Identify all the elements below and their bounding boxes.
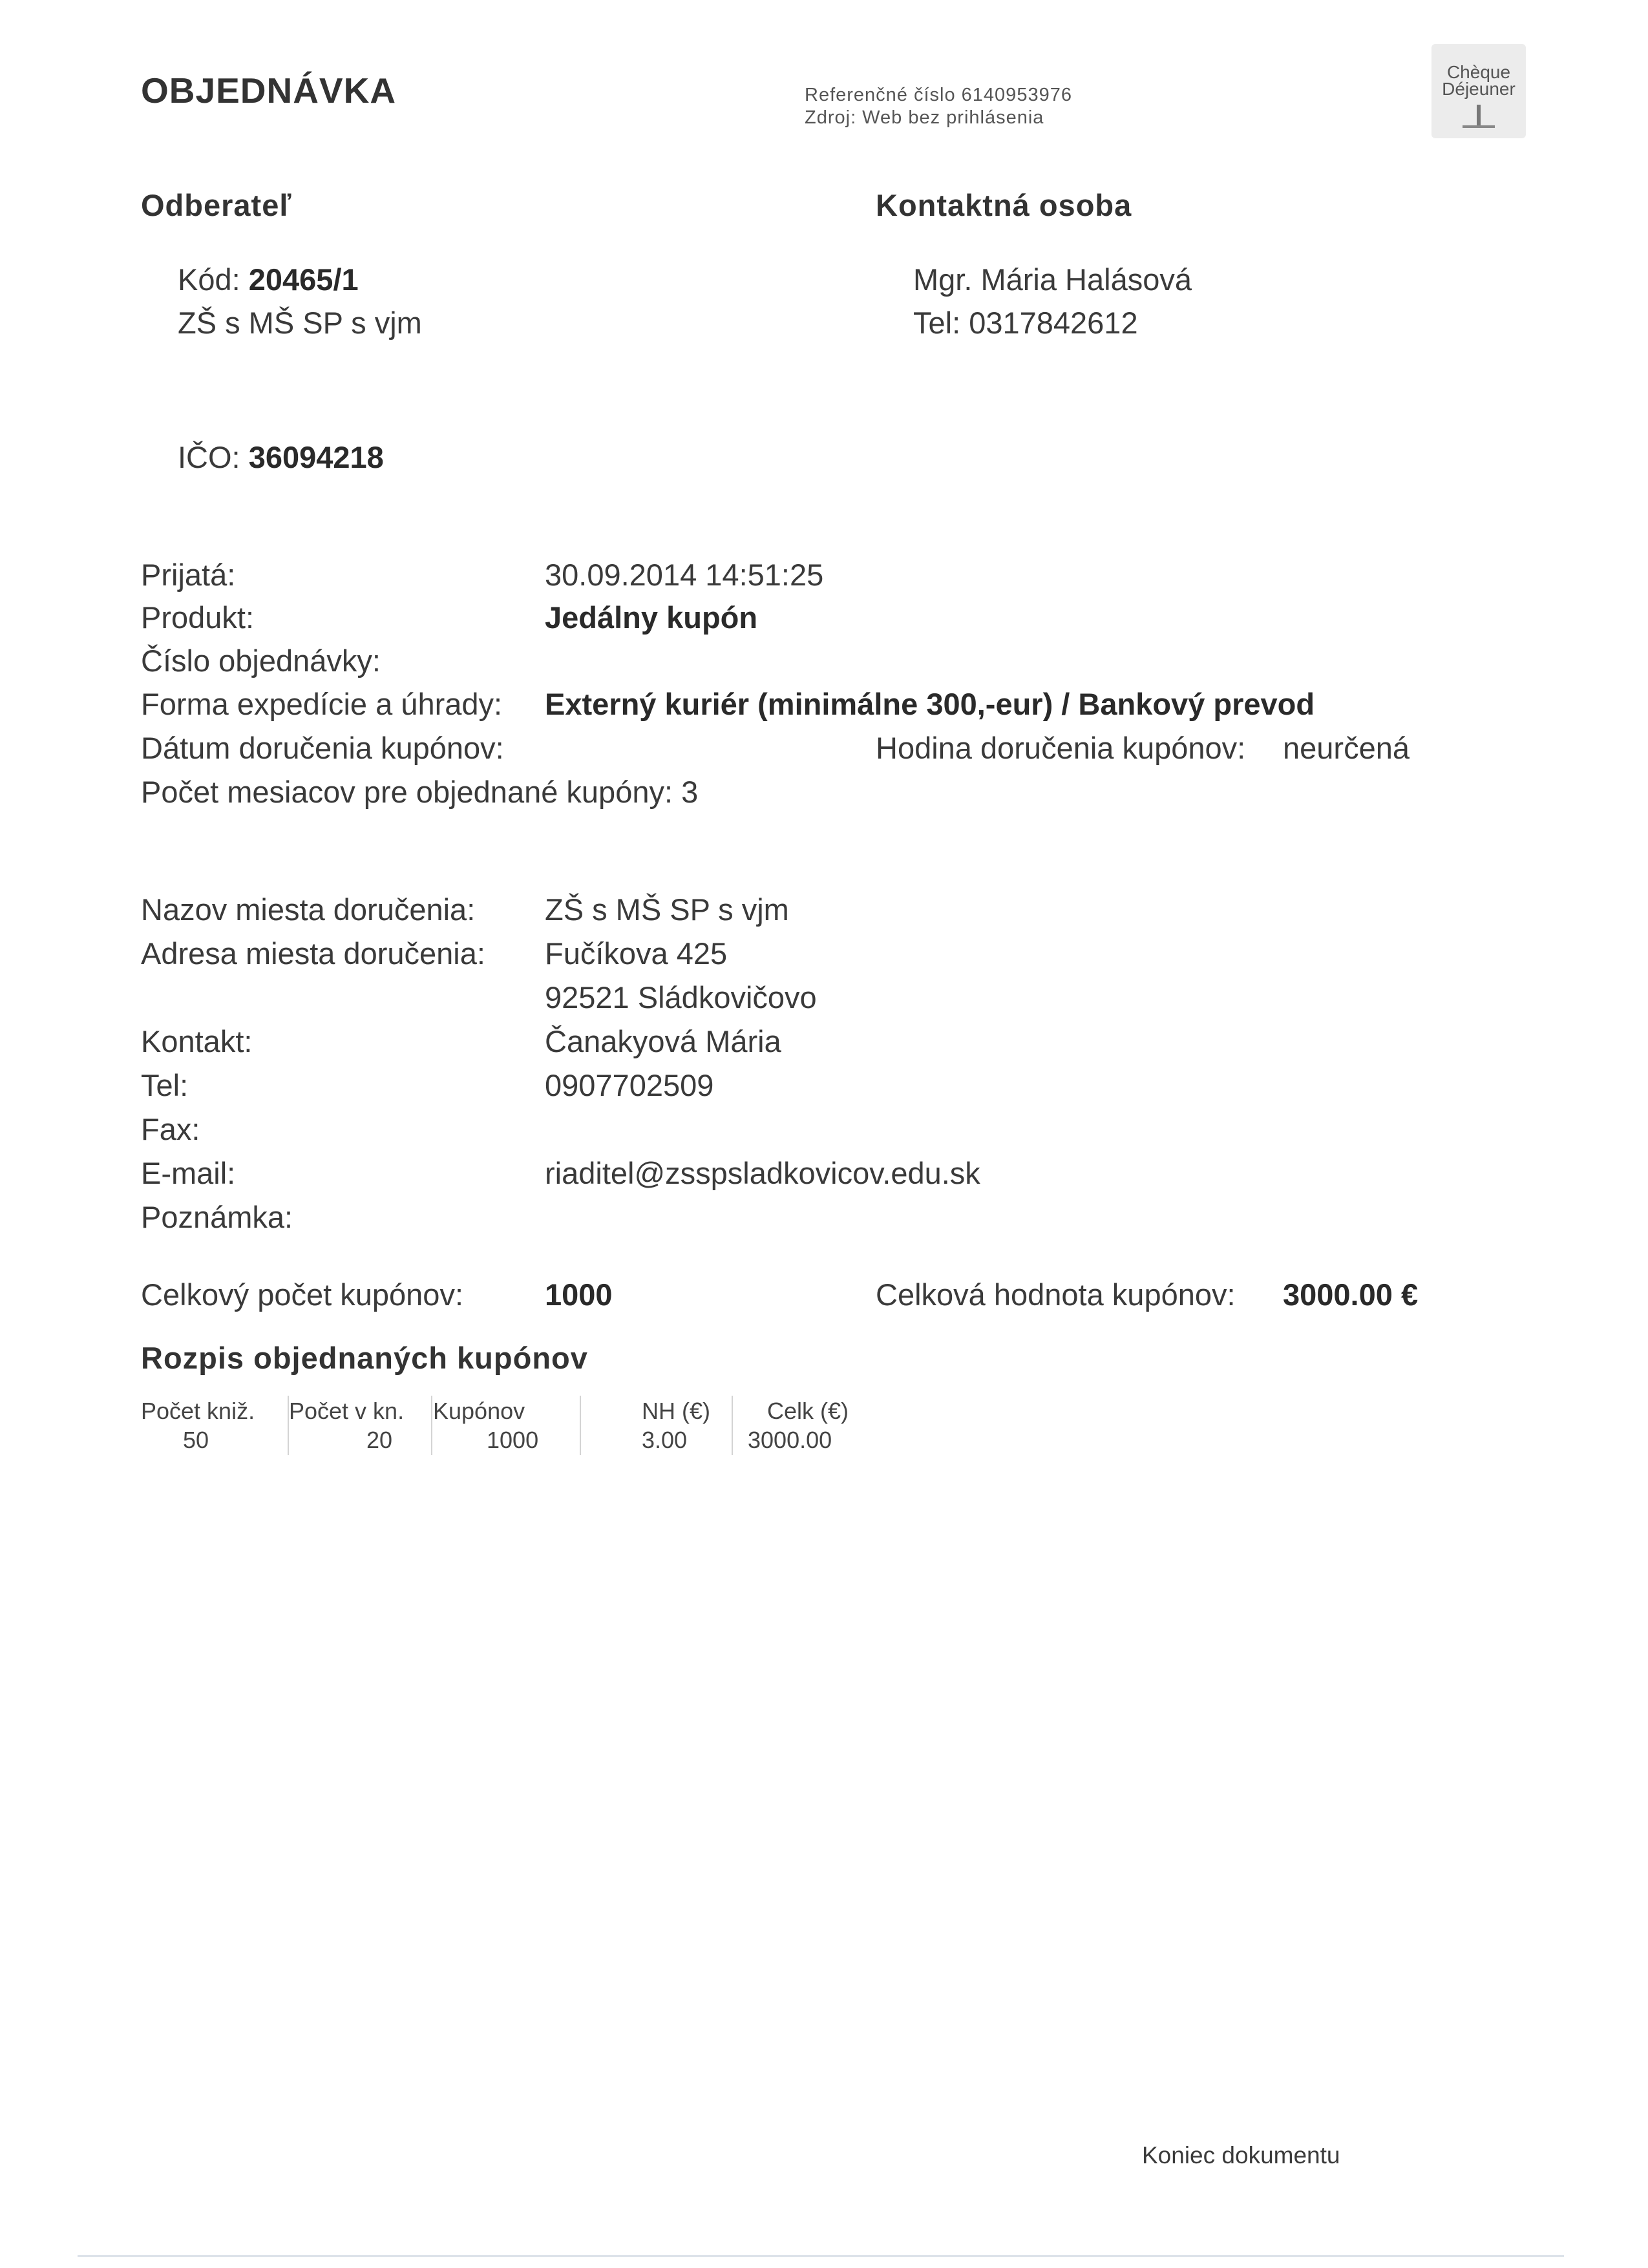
column-header-unit-value: NH (€) bbox=[642, 1398, 710, 1424]
product-value: Jedálny kupón bbox=[545, 600, 758, 635]
contact-heading: Kontaktná osoba bbox=[876, 188, 1132, 222]
table-cell: 3.00 bbox=[642, 1427, 688, 1453]
delivery-tel-value: 0907702509 bbox=[545, 1068, 714, 1102]
place-label: Nazov miesta doručenia: bbox=[141, 892, 476, 927]
table-cell: 20 bbox=[366, 1427, 393, 1453]
address-line1: Fučíkova 425 bbox=[545, 936, 728, 971]
customer-code-value: 20465/1 bbox=[248, 262, 359, 297]
customer-code-label: Kód: bbox=[178, 262, 240, 297]
logo-glass-icon bbox=[1477, 105, 1481, 127]
fax-label: Fax: bbox=[141, 1112, 200, 1146]
column-header-books: Počet kniž. bbox=[141, 1398, 255, 1424]
document-title: OBJEDNÁVKA bbox=[141, 70, 397, 110]
customer-heading: Odberateľ bbox=[141, 188, 292, 222]
delivery-hour-value: neurčená bbox=[1283, 731, 1410, 765]
delivery-tel-label: Tel: bbox=[141, 1068, 189, 1102]
place-value: ZŠ s MŠ SP s vjm bbox=[545, 892, 789, 927]
column-header-per-book: Počet v kn. bbox=[289, 1398, 405, 1424]
total-value-label: Celková hodnota kupónov: bbox=[876, 1277, 1236, 1312]
order-number-label: Číslo objednávky: bbox=[141, 644, 381, 678]
source-info: Zdroj: Web bez prihlásenia bbox=[805, 107, 1044, 128]
document-end: Koniec dokumentu bbox=[1142, 2142, 1340, 2168]
total-count-value: 1000 bbox=[545, 1277, 613, 1312]
logo-text-line2: Déjeuner bbox=[1442, 79, 1516, 99]
email-label: E-mail: bbox=[141, 1156, 236, 1190]
table-cell: 50 bbox=[183, 1427, 209, 1453]
delivery-date-label: Dátum doručenia kupónov: bbox=[141, 731, 504, 765]
delivery-contact-label: Kontakt: bbox=[141, 1024, 253, 1058]
breakdown-heading: Rozpis objednaných kupónov bbox=[141, 1341, 588, 1375]
received-value: 30.09.2014 14:51:25 bbox=[545, 558, 824, 592]
delivery-contact-value: Čanakyová Mária bbox=[545, 1024, 781, 1058]
column-header-total: Celk (€) bbox=[767, 1398, 849, 1424]
note-label: Poznámka: bbox=[141, 1200, 293, 1234]
column-header-coupons: Kupónov bbox=[433, 1398, 525, 1424]
received-label: Prijatá: bbox=[141, 558, 236, 592]
ico-value: 36094218 bbox=[248, 440, 384, 474]
shipping-value: Externý kuriér (minimálne 300,-eur) / Bankový prevod bbox=[545, 687, 1315, 721]
page-bottom-divider bbox=[78, 2255, 1564, 2257]
email-value: riaditel@zsspsladkovicov.edu.sk bbox=[545, 1156, 980, 1190]
ico-label: IČO: bbox=[178, 440, 240, 474]
customer-name: ZŠ s MŠ SP s vjm bbox=[178, 306, 422, 340]
delivery-hour-label: Hodina doručenia kupónov: bbox=[876, 731, 1246, 765]
table-cell: 3000.00 bbox=[748, 1427, 832, 1453]
total-count-label: Celkový počet kupónov: bbox=[141, 1277, 464, 1312]
logo-text-line1: Chèque bbox=[1446, 62, 1511, 82]
reference-number: Referenčné číslo 6140953976 bbox=[805, 85, 1072, 105]
address-label: Adresa miesta doručenia: bbox=[141, 936, 485, 971]
shipping-label: Forma expedície a úhrady: bbox=[141, 687, 503, 721]
total-value-value: 3000.00 € bbox=[1283, 1277, 1419, 1312]
address-line2: 92521 Sládkovičovo bbox=[545, 980, 817, 1014]
customer-code bbox=[178, 262, 359, 297]
cheque-dejeuner-logo bbox=[1431, 44, 1526, 138]
contact-phone: Tel: 0317842612 bbox=[913, 306, 1138, 340]
product-label: Produkt: bbox=[141, 600, 255, 635]
customer-ico bbox=[178, 439, 384, 475]
contact-name: Mgr. Mária Halásová bbox=[913, 262, 1192, 297]
table-cell: 1000 bbox=[487, 1427, 539, 1453]
months-label: Počet mesiacov pre objednané kupóny: 3 bbox=[141, 775, 699, 809]
